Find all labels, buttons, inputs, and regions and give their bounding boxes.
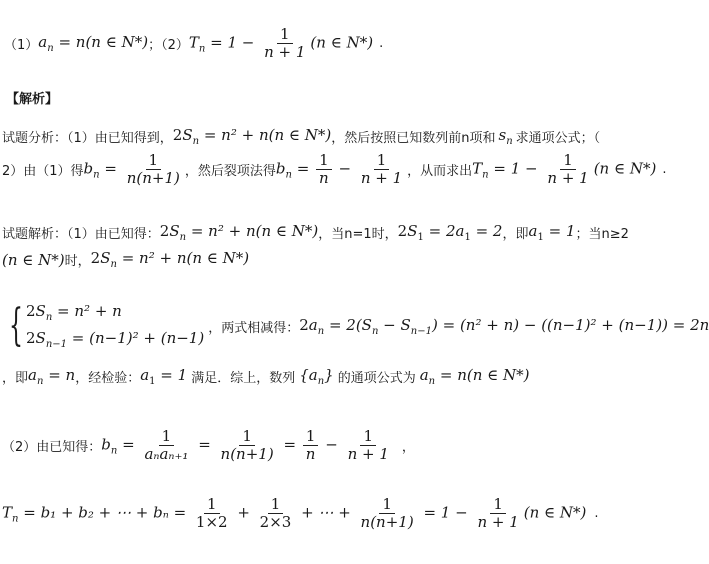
part2-line: （2）由已知得： $b_n$ = $\frac{1}{\text{aₙaₙ₊₁}}$ = $\frac{1}{n(n+1)}$ = $\frac{1}{n}$ − $\frac{1}{n + 1}$ ， <box>2 427 415 463</box>
solution-line-4: ，即 $a_n = n$ ，经检验： $a_1 = 1$ 满足．综上，数列 $\{a_n\}$ 的通项公式为 $a_n = n(n$ ∈ N*) <box>2 366 530 387</box>
equation-system-line: { $2S_n = n^2 + n$ $2S_{n-1} = (n-1)^2 + (n-1)$ ，两式相减得： $2a_n = 2(S_n - S_{n-1}) = (n^2 + n) - ((n-1)^2 + (n-1)) = 2n$ <box>2 302 709 350</box>
answer-formula-a: $a_n = n(n$ ∈ N*) <box>38 33 149 54</box>
answer-formula-t: $T_n = 1$ − $\frac{1}{n + 1}$ (n ∈ N*) <box>188 25 374 61</box>
equation-system: { $2S_n = n^2 + n$ $2S_{n-1} = (n-1)^2 + (n-1)$ <box>9 300 205 351</box>
answer-line <box>4 26 383 61</box>
answer-separator: ；（2） <box>148 38 189 53</box>
subtract-result: $2a_n = 2(S_n - S_{n-1}) = (n^2 + n) - ((n-1)^2 + (n-1)) = 2n$ <box>299 315 709 337</box>
solution-line-2: (n ∈ N*) 时， $2S_n = n^2 + n(n$ ∈ N*) <box>2 249 250 270</box>
tn-sum-line: $T_n = b_1 + b_2$ + ⋯ + bₙ = $\frac{1}{1\times 2}$ + $\frac{1}{2\times 3}$ + ⋯ + $\frac{1}{n(n+1)}$ = 1 − $\frac{1}{n + 1}$ (n ∈ N*) . <box>2 495 599 531</box>
analysis-line-2: 2）由（1）得 $b_n$ = $\frac{1}{n(n+1)}$ ，然后裂项法得 $b_n$ = $\frac{1}{n}$ − $\frac{1}{n + 1}$ ，从而求出 $T_n = 1$ − $\frac{1}{n + 1}$ (n ∈ N*) . <box>2 151 667 187</box>
solution-line-1: 试题解析：（1）由已知得： $2S_n = n^2 + n(n$ ∈ N*) ，当n=1时， $2S_1 = 2a_1 = 2$ ，即 $a_1 = 1$ ；当n≥2 <box>2 222 629 243</box>
analysis-line-1: 试题分析：（1）由已知得到， $2S_n = n^2 + n(n$ ∈ N*) ，然后按照已知数列前n项和 $s_n$ 求通项公式；（ <box>2 126 601 147</box>
answer-end: . <box>379 36 384 51</box>
analysis-heading: 【解析】 <box>6 92 59 107</box>
answer-part1-label: （1） <box>4 38 39 53</box>
